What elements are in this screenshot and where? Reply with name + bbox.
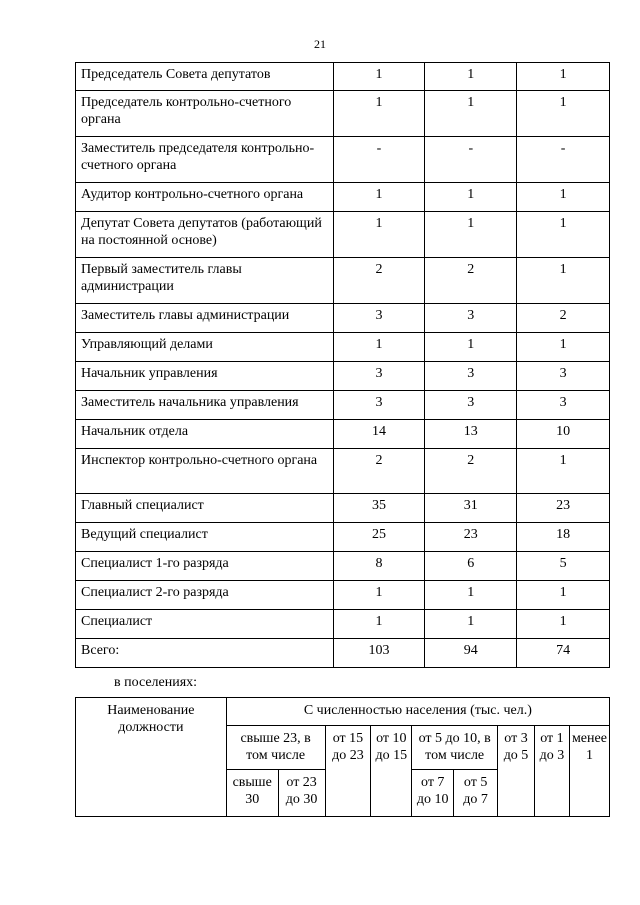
value-cell-3: 5 <box>517 552 610 581</box>
table-row <box>76 581 610 610</box>
value-cell-1: 1 <box>333 333 425 362</box>
value-cell-3: 3 <box>517 362 610 391</box>
value-cell-2: - <box>425 137 517 183</box>
value-cell-2: 3 <box>425 304 517 333</box>
value-cell-3: 1 <box>517 610 610 639</box>
value-cell-3: 1 <box>517 212 610 258</box>
position-name-cell: Начальник управления <box>76 362 334 391</box>
value-cell-2: 1 <box>425 63 517 91</box>
value-cell-2: 2 <box>425 258 517 304</box>
table-row <box>76 63 610 91</box>
value-cell-3: 1 <box>517 449 610 494</box>
value-cell-1: 3 <box>333 304 425 333</box>
value-cell-1: 35 <box>333 494 425 523</box>
value-cell-2: 94 <box>425 639 517 668</box>
position-name-header: Наименование должности <box>76 698 227 817</box>
table-row <box>76 552 610 581</box>
table-row <box>76 494 610 523</box>
position-name-cell: Управляющий делами <box>76 333 334 362</box>
table-row <box>76 523 610 552</box>
value-cell-1: 1 <box>333 63 425 91</box>
value-cell-3: 1 <box>517 333 610 362</box>
position-name-cell: Председатель Совета депутатов <box>76 63 334 91</box>
value-cell-2: 31 <box>425 494 517 523</box>
from-5-to-10-header: от 5 до 10, в том числе <box>412 726 498 770</box>
from-1-to-3-header: от 1 до 3 <box>534 726 569 817</box>
value-cell-3: 1 <box>517 581 610 610</box>
value-cell-3: 2 <box>517 304 610 333</box>
table-row <box>76 183 610 212</box>
table-row <box>76 391 610 420</box>
population-header: С численностью населения (тыс. чел.) <box>226 698 609 726</box>
table-row <box>76 449 610 494</box>
value-cell-1: 1 <box>333 212 425 258</box>
position-name-cell: Заместитель главы администрации <box>76 304 334 333</box>
table-row <box>76 258 610 304</box>
value-cell-3: 3 <box>517 391 610 420</box>
position-name-cell: Всего: <box>76 639 334 668</box>
position-name-cell: Специалист 1-го разряда <box>76 552 334 581</box>
value-cell-1: 1 <box>333 183 425 212</box>
value-cell-2: 13 <box>425 420 517 449</box>
from-3-to-5-header: от 3 до 5 <box>498 726 535 817</box>
position-name-cell: Председатель контрольно-счетного органа <box>76 91 334 137</box>
value-cell-2: 6 <box>425 552 517 581</box>
value-cell-1: 2 <box>333 258 425 304</box>
from-15-to-23-header: от 15 до 23 <box>325 726 371 817</box>
table-row <box>76 91 610 137</box>
value-cell-3: 18 <box>517 523 610 552</box>
position-name-cell: Первый заместитель главы администрации <box>76 258 334 304</box>
value-cell-1: 1 <box>333 581 425 610</box>
over-30-header: свыше 30 <box>226 770 278 817</box>
value-cell-3: 1 <box>517 258 610 304</box>
position-name-cell: Начальник отдела <box>76 420 334 449</box>
value-cell-1: 8 <box>333 552 425 581</box>
value-cell-2: 23 <box>425 523 517 552</box>
value-cell-2: 1 <box>425 610 517 639</box>
position-name-cell: Депутат Совета депутатов (работающий на постоянной основе) <box>76 212 334 258</box>
value-cell-1: 2 <box>333 449 425 494</box>
table-row <box>76 420 610 449</box>
position-name-cell: Специалист <box>76 610 334 639</box>
value-cell-3: 1 <box>517 91 610 137</box>
table-row <box>76 212 610 258</box>
value-cell-1: 25 <box>333 523 425 552</box>
value-cell-3: 1 <box>517 63 610 91</box>
value-cell-1: 103 <box>333 639 425 668</box>
value-cell-3: 23 <box>517 494 610 523</box>
value-cell-2: 1 <box>425 212 517 258</box>
position-name-cell: Заместитель начальника управления <box>76 391 334 420</box>
value-cell-3: - <box>517 137 610 183</box>
settlements-table-header <box>75 697 610 817</box>
value-cell-2: 3 <box>425 362 517 391</box>
value-cell-2: 2 <box>425 449 517 494</box>
table-row <box>76 333 610 362</box>
value-cell-3: 74 <box>517 639 610 668</box>
from-23-to-30-header: от 23 до 30 <box>278 770 325 817</box>
value-cell-1: 14 <box>333 420 425 449</box>
position-name-cell: Инспектор контрольно-счетного органа <box>76 449 334 494</box>
value-cell-2: 1 <box>425 333 517 362</box>
less-than-1-header: менее 1 <box>569 726 609 817</box>
position-name-cell: Заместитель председателя контрольно-счетного органа <box>76 137 334 183</box>
value-cell-2: 1 <box>425 91 517 137</box>
table-row <box>76 362 610 391</box>
value-cell-1: 3 <box>333 362 425 391</box>
position-name-cell: Главный специалист <box>76 494 334 523</box>
table-row <box>76 137 610 183</box>
value-cell-3: 10 <box>517 420 610 449</box>
value-cell-1: 1 <box>333 610 425 639</box>
value-cell-2: 3 <box>425 391 517 420</box>
value-cell-1: 1 <box>333 91 425 137</box>
page-number: 21 <box>314 37 326 51</box>
value-cell-3: 1 <box>517 183 610 212</box>
over-23-header: свыше 23, в том числе <box>226 726 325 770</box>
staff-count-table <box>75 62 610 668</box>
table-row <box>76 639 610 668</box>
value-cell-2: 1 <box>425 183 517 212</box>
value-cell-1: 3 <box>333 391 425 420</box>
from-10-to-15-header: от 10 до 15 <box>371 726 412 817</box>
from-5-to-7-header: от 5 до 7 <box>454 770 498 817</box>
from-7-to-10-header: от 7 до 10 <box>412 770 454 817</box>
position-name-cell: Аудитор контрольно-счетного органа <box>76 183 334 212</box>
position-name-cell: Ведущий специалист <box>76 523 334 552</box>
value-cell-2: 1 <box>425 581 517 610</box>
settlements-caption: в поселениях: <box>114 675 198 690</box>
value-cell-1: - <box>333 137 425 183</box>
table-row <box>76 304 610 333</box>
table-row <box>76 610 610 639</box>
position-name-cell: Специалист 2-го разряда <box>76 581 334 610</box>
